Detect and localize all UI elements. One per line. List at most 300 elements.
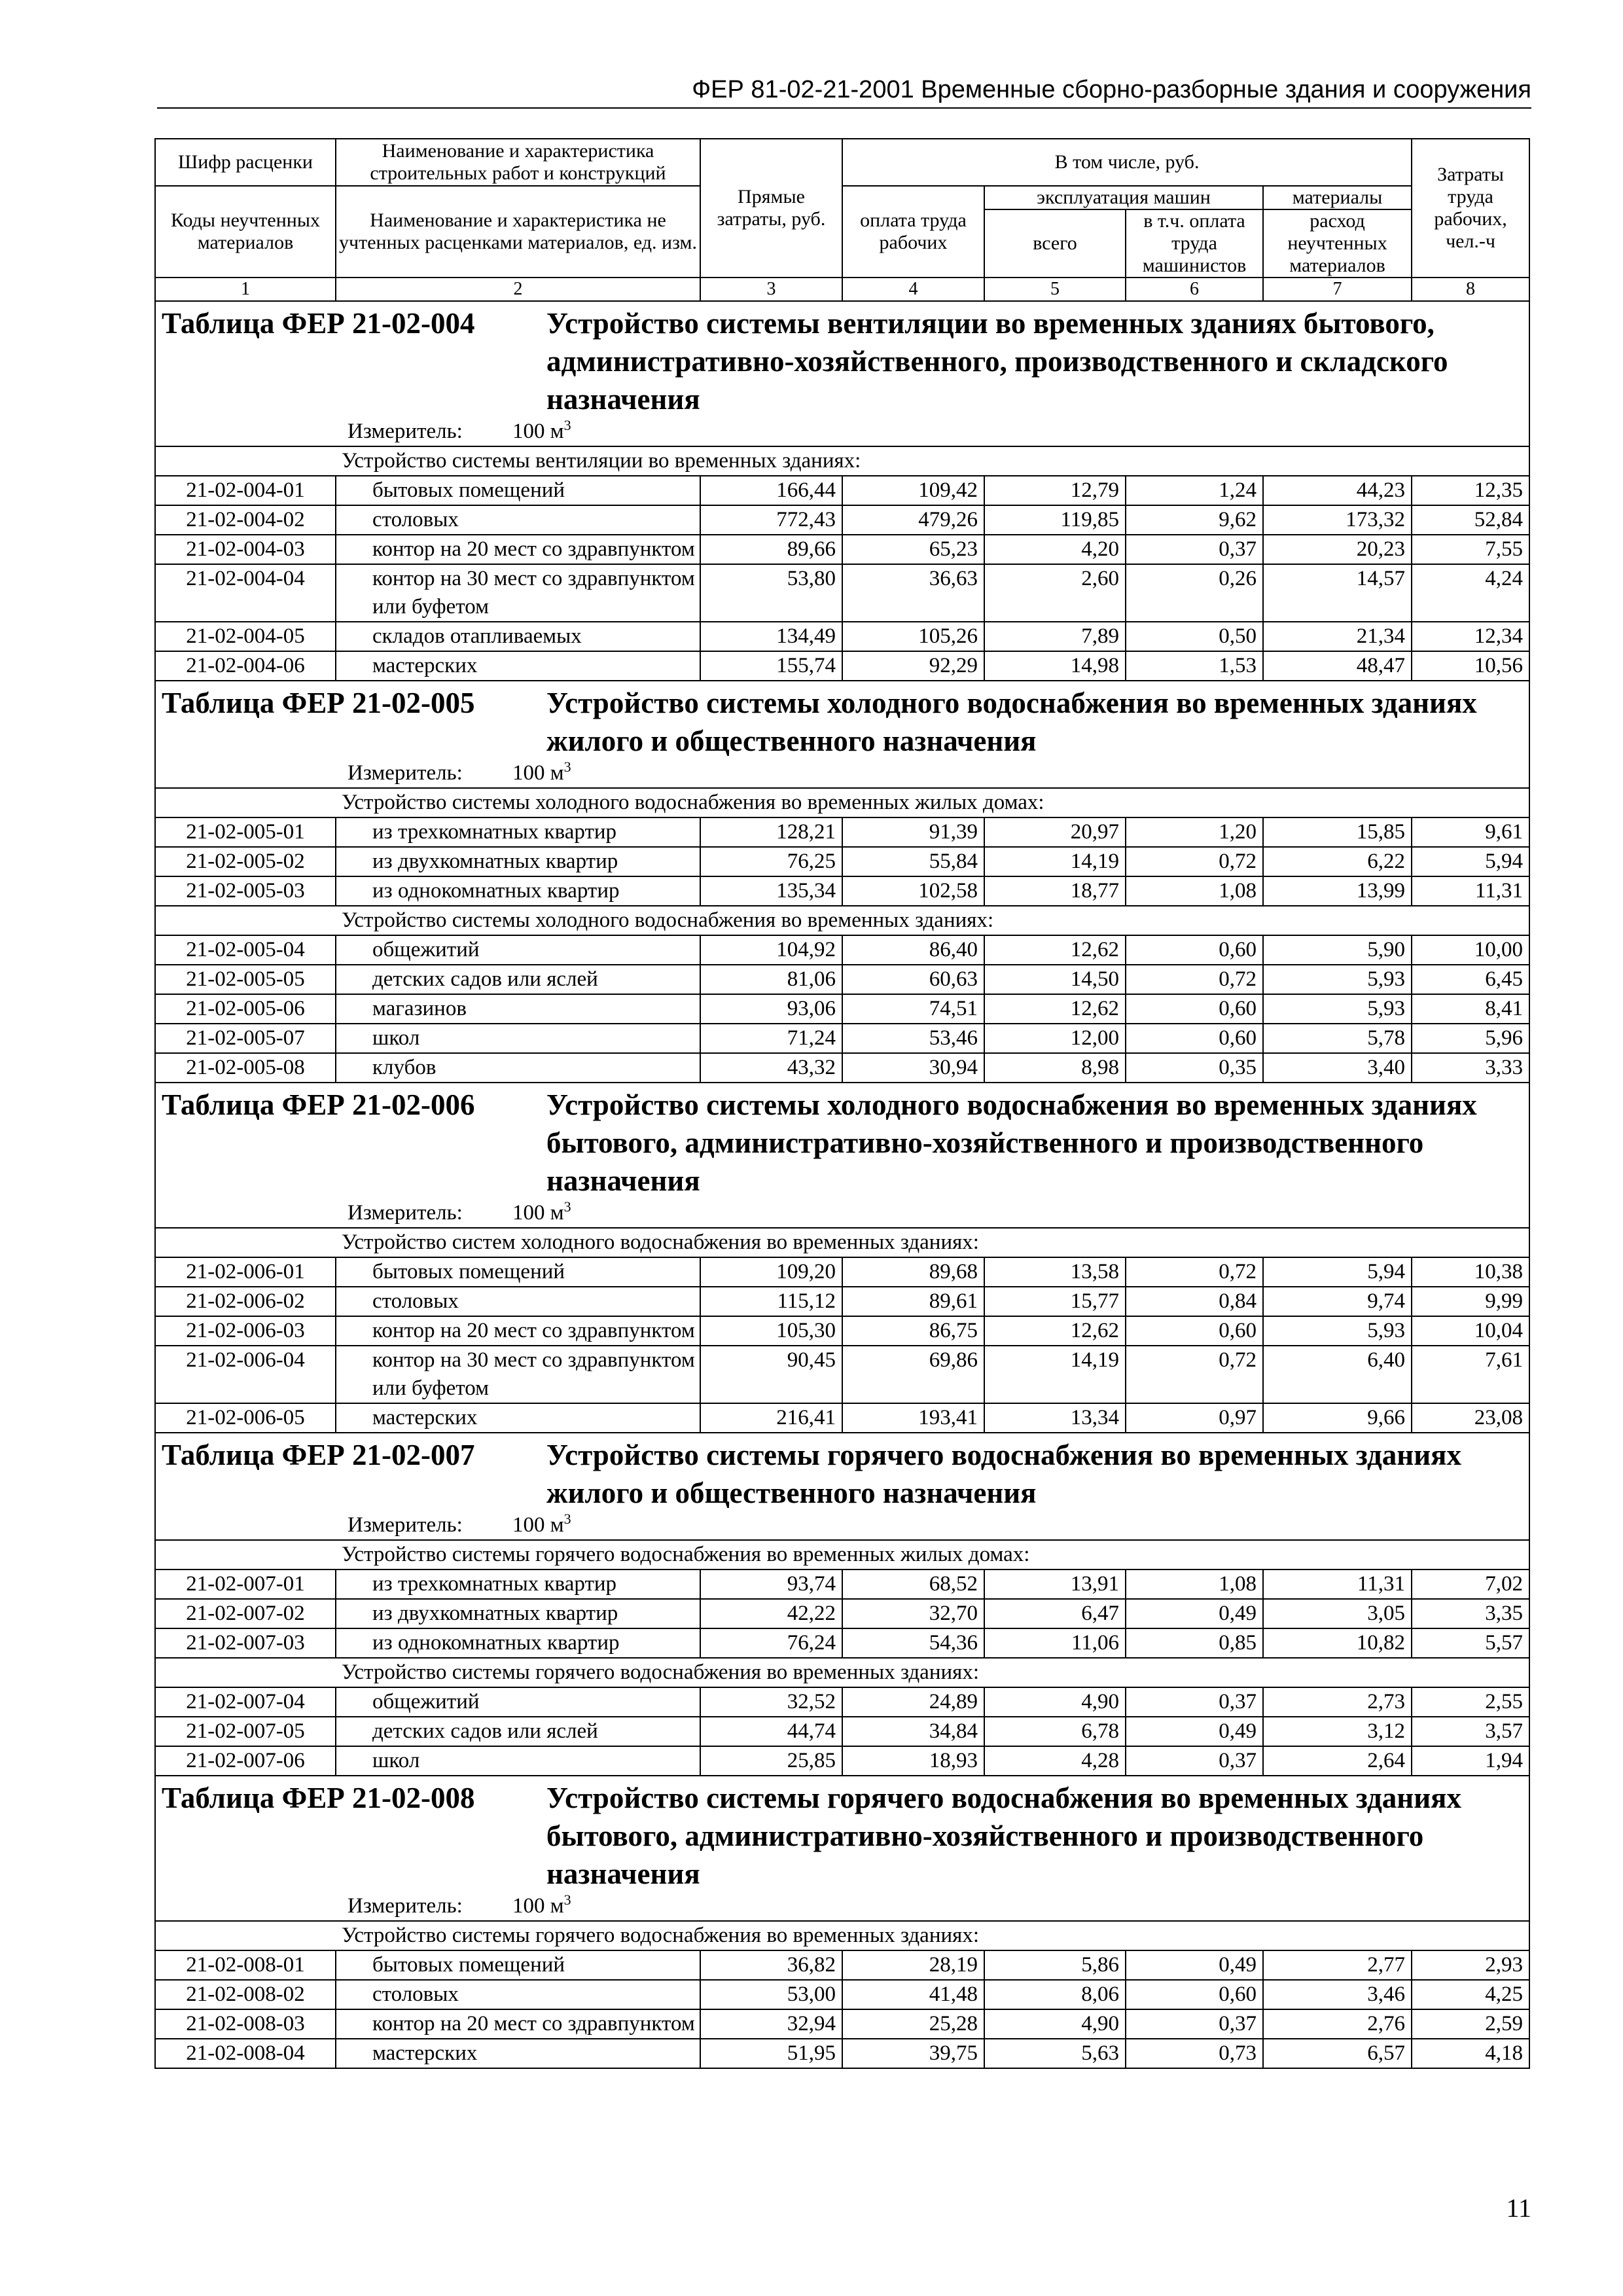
value-machinists: 0,49 — [1126, 1717, 1263, 1746]
value-direct: 32,94 — [700, 2009, 842, 2039]
value-materials: 14,57 — [1263, 564, 1412, 622]
column-number: 7 — [1263, 278, 1412, 301]
value-machines: 13,91 — [984, 1570, 1126, 1599]
value-direct: 36,82 — [700, 1950, 842, 1980]
value-wages: 65,23 — [842, 535, 984, 564]
work-name: бытовых помещений — [336, 476, 700, 505]
rate-code: 21-02-005-07 — [155, 1024, 336, 1053]
table-row — [155, 1403, 1529, 1433]
value-labor: 10,04 — [1412, 1316, 1529, 1346]
rate-code: 21-02-005-02 — [155, 847, 336, 876]
column-number: 4 — [842, 278, 984, 301]
value-machinists: 0,60 — [1126, 1980, 1263, 2009]
header-cell-direct-costs: Прямые затраты, руб. — [700, 139, 842, 278]
value-machinists: 0,72 — [1126, 847, 1263, 876]
value-materials: 5,93 — [1263, 1316, 1412, 1346]
group-subtitle: Устройство систем холодного водоснабжения во временных зданиях: — [155, 1228, 1529, 1257]
header-cell-name-top: Наименование и характеристика строительных работ и конструкций — [336, 139, 700, 186]
rate-code: 21-02-007-03 — [155, 1628, 336, 1658]
value-machinists: 0,37 — [1126, 1746, 1263, 1776]
value-materials: 2,76 — [1263, 2009, 1412, 2039]
value-materials: 6,22 — [1263, 847, 1412, 876]
value-machinists: 0,72 — [1126, 965, 1263, 994]
work-name: из двухкомнатных квартир — [336, 1599, 700, 1628]
value-machines: 5,63 — [984, 2039, 1126, 2068]
value-wages: 69,86 — [842, 1346, 984, 1403]
rate-code: 21-02-005-08 — [155, 1053, 336, 1083]
value-materials: 9,74 — [1263, 1287, 1412, 1316]
value-machines: 12,62 — [984, 1316, 1126, 1346]
page-number: 11 — [1506, 2193, 1531, 2223]
rate-code: 21-02-004-05 — [155, 622, 336, 651]
value-machinists: 0,72 — [1126, 1257, 1263, 1287]
value-machinists: 0,37 — [1126, 535, 1263, 564]
value-labor: 3,35 — [1412, 1599, 1529, 1628]
value-wages: 89,68 — [842, 1257, 984, 1287]
value-direct: 43,32 — [700, 1053, 842, 1083]
value-machinists: 0,60 — [1126, 1316, 1263, 1346]
value-labor: 10,00 — [1412, 935, 1529, 965]
rate-code: 21-02-006-01 — [155, 1257, 336, 1287]
value-machines: 11,06 — [984, 1628, 1126, 1658]
value-direct: 90,45 — [700, 1346, 842, 1403]
group-subtitle-row — [155, 1658, 1529, 1687]
group-subtitle: Устройство системы вентиляции во временных зданиях: — [155, 446, 1529, 476]
value-direct: 93,74 — [700, 1570, 842, 1599]
value-wages: 68,52 — [842, 1570, 984, 1599]
value-machinists: 0,85 — [1126, 1628, 1263, 1658]
value-machines: 7,89 — [984, 622, 1126, 651]
measure-row — [155, 1512, 1529, 1540]
work-name: контор на 20 мест со здравпунктом — [336, 1316, 700, 1346]
value-direct: 89,66 — [700, 535, 842, 564]
measure-label: Измеритель: — [348, 1894, 463, 1918]
work-name: из трехкомнатных квартир — [336, 817, 700, 847]
value-materials: 3,40 — [1263, 1053, 1412, 1083]
value-labor: 1,94 — [1412, 1746, 1529, 1776]
rate-code: 21-02-008-04 — [155, 2039, 336, 2068]
measure-exponent: 3 — [563, 418, 571, 433]
value-labor: 12,34 — [1412, 622, 1529, 651]
work-name: клубов — [336, 1053, 700, 1083]
header-rule — [157, 107, 1531, 109]
table-row — [155, 1287, 1529, 1316]
work-name: мастерских — [336, 651, 700, 681]
work-name: столовых — [336, 505, 700, 535]
value-machines: 8,98 — [984, 1053, 1126, 1083]
value-direct: 53,00 — [700, 1980, 842, 2009]
table-row — [155, 1053, 1529, 1083]
rate-code: 21-02-006-03 — [155, 1316, 336, 1346]
value-wages: 34,84 — [842, 1717, 984, 1746]
value-machinists: 0,26 — [1126, 564, 1263, 622]
section-title: Устройство системы холодного водоснабжения во временных зданиях жилого и общественного назначения — [546, 687, 1477, 757]
group-subtitle: Устройство системы горячего водоснабжения во временных зданиях: — [155, 1658, 1529, 1687]
value-materials: 10,82 — [1263, 1628, 1412, 1658]
section-title: Устройство системы горячего водоснабжения во временных зданиях бытового, административно-хозяйственного и производственного назначения — [546, 1782, 1462, 1890]
value-direct: 128,21 — [700, 817, 842, 847]
value-direct: 135,34 — [700, 876, 842, 906]
work-name: контор на 30 мест со здравпунктом или буфетом — [336, 564, 700, 622]
value-machines: 6,78 — [984, 1717, 1126, 1746]
column-number: 8 — [1412, 278, 1529, 301]
value-materials: 6,40 — [1263, 1346, 1412, 1403]
table-row — [155, 876, 1529, 906]
rates-table — [154, 138, 1530, 2069]
rate-code: 21-02-004-03 — [155, 535, 336, 564]
value-materials: 5,93 — [1263, 965, 1412, 994]
table-row — [155, 1717, 1529, 1746]
header-cell-unaccounted-materials: расход неучтенных материалов — [1263, 209, 1412, 278]
value-materials: 48,47 — [1263, 651, 1412, 681]
rate-code: 21-02-005-05 — [155, 965, 336, 994]
value-machines: 13,58 — [984, 1257, 1126, 1287]
measure-exponent: 3 — [563, 1200, 571, 1215]
work-name: контор на 30 мест со здравпунктом или буфетом — [336, 1346, 700, 1403]
value-labor: 3,33 — [1412, 1053, 1529, 1083]
value-machinists: 9,62 — [1126, 505, 1263, 535]
section-label: Таблица ФЕР 21-02-005 — [162, 687, 475, 719]
table-row — [155, 622, 1529, 651]
value-machines: 119,85 — [984, 505, 1126, 535]
measure-exponent: 3 — [563, 760, 571, 775]
value-wages: 91,39 — [842, 817, 984, 847]
work-name: мастерских — [336, 2039, 700, 2068]
rate-code: 21-02-008-02 — [155, 1980, 336, 2009]
value-machinists: 0,50 — [1126, 622, 1263, 651]
value-wages: 60,63 — [842, 965, 984, 994]
rate-code: 21-02-007-04 — [155, 1687, 336, 1717]
value-labor: 7,02 — [1412, 1570, 1529, 1599]
table-row — [155, 935, 1529, 965]
value-machines: 13,34 — [984, 1403, 1126, 1433]
work-name: контор на 20 мест со здравпунктом — [336, 2009, 700, 2039]
table-row — [155, 476, 1529, 505]
header-cell-machines-total: всего — [984, 209, 1126, 278]
header-cell-machines: эксплуатация машин — [984, 186, 1263, 209]
work-name: из однокомнатных квартир — [336, 1628, 700, 1658]
measure-label: Измеритель: — [348, 761, 463, 785]
table-row — [155, 1599, 1529, 1628]
value-wages: 54,36 — [842, 1628, 984, 1658]
value-labor: 3,57 — [1412, 1717, 1529, 1746]
section-label: Таблица ФЕР 21-02-004 — [162, 307, 475, 340]
value-machines: 20,97 — [984, 817, 1126, 847]
work-name: детских садов или яслей — [336, 1717, 700, 1746]
work-name: школ — [336, 1024, 700, 1053]
group-subtitle-row — [155, 906, 1529, 935]
value-labor: 5,94 — [1412, 847, 1529, 876]
value-wages: 41,48 — [842, 1980, 984, 2009]
value-labor: 10,38 — [1412, 1257, 1529, 1287]
value-labor: 2,93 — [1412, 1950, 1529, 1980]
column-number: 1 — [155, 278, 336, 301]
value-direct: 105,30 — [700, 1316, 842, 1346]
value-direct: 109,20 — [700, 1257, 842, 1287]
value-labor: 4,25 — [1412, 1980, 1529, 2009]
rate-code: 21-02-008-01 — [155, 1950, 336, 1980]
value-machines: 14,19 — [984, 847, 1126, 876]
measure-value: 100 м — [512, 1201, 564, 1225]
rate-code: 21-02-004-01 — [155, 476, 336, 505]
value-wages: 25,28 — [842, 2009, 984, 2039]
value-machinists: 1,24 — [1126, 476, 1263, 505]
value-direct: 104,92 — [700, 935, 842, 965]
value-labor: 5,57 — [1412, 1628, 1529, 1658]
group-subtitle-row — [155, 788, 1529, 817]
value-machines: 15,77 — [984, 1287, 1126, 1316]
value-wages: 28,19 — [842, 1950, 984, 1980]
table-row — [155, 535, 1529, 564]
value-machinists: 0,60 — [1126, 935, 1263, 965]
work-name: столовых — [336, 1287, 700, 1316]
table-row — [155, 1950, 1529, 1980]
value-direct: 93,06 — [700, 994, 842, 1024]
value-materials: 173,32 — [1263, 505, 1412, 535]
value-materials: 5,93 — [1263, 994, 1412, 1024]
value-wages: 86,40 — [842, 935, 984, 965]
section-title: Устройство системы холодного водоснабжения во временных зданиях бытового, административно-хозяйственного и производственного назначения — [546, 1088, 1477, 1197]
value-materials: 2,64 — [1263, 1746, 1412, 1776]
measure-row — [155, 1200, 1529, 1228]
value-machines: 14,19 — [984, 1346, 1126, 1403]
group-subtitle-row — [155, 446, 1529, 476]
value-direct: 155,74 — [700, 651, 842, 681]
section-title: Устройство системы горячего водоснабжения во временных зданиях жилого и общественного назначения — [546, 1439, 1462, 1509]
measure-value: 100 м — [512, 420, 564, 443]
work-name: бытовых помещений — [336, 1950, 700, 1980]
work-name: из двухкомнатных квартир — [336, 847, 700, 876]
measure-value: 100 м — [512, 1513, 564, 1537]
value-wages: 193,41 — [842, 1403, 984, 1433]
work-name: школ — [336, 1746, 700, 1776]
group-subtitle: Устройство системы горячего водоснабжения во временных зданиях: — [155, 1921, 1529, 1950]
table-row — [155, 2039, 1529, 2068]
value-machinists: 1,20 — [1126, 817, 1263, 847]
value-labor: 4,24 — [1412, 564, 1529, 622]
table-row — [155, 817, 1529, 847]
value-wages: 18,93 — [842, 1746, 984, 1776]
value-machinists: 0,60 — [1126, 994, 1263, 1024]
header-cell-including: В том числе, руб. — [842, 139, 1412, 186]
value-direct: 71,24 — [700, 1024, 842, 1053]
value-materials: 6,57 — [1263, 2039, 1412, 2068]
value-machinists: 0,37 — [1126, 2009, 1263, 2039]
value-materials: 5,90 — [1263, 935, 1412, 965]
work-name: общежитий — [336, 935, 700, 965]
value-machines: 6,47 — [984, 1599, 1126, 1628]
work-name: детских садов или яслей — [336, 965, 700, 994]
value-machines: 14,98 — [984, 651, 1126, 681]
rate-code: 21-02-007-06 — [155, 1746, 336, 1776]
value-materials: 3,12 — [1263, 1717, 1412, 1746]
table-row — [155, 965, 1529, 994]
rate-code: 21-02-007-01 — [155, 1570, 336, 1599]
value-direct: 772,43 — [700, 505, 842, 535]
value-direct: 53,80 — [700, 564, 842, 622]
measure-exponent: 3 — [563, 1512, 571, 1527]
value-labor: 52,84 — [1412, 505, 1529, 535]
measure-exponent: 3 — [563, 1893, 571, 1908]
rate-code: 21-02-005-03 — [155, 876, 336, 906]
table-row — [155, 564, 1529, 622]
value-machines: 4,20 — [984, 535, 1126, 564]
rate-code: 21-02-004-02 — [155, 505, 336, 535]
column-number: 5 — [984, 278, 1126, 301]
value-labor: 8,41 — [1412, 994, 1529, 1024]
value-wages: 479,26 — [842, 505, 984, 535]
work-name: складов отапливаемых — [336, 622, 700, 651]
table-row — [155, 2009, 1529, 2039]
value-labor: 9,61 — [1412, 817, 1529, 847]
section-heading-row — [155, 301, 1529, 418]
value-machines: 5,86 — [984, 1950, 1126, 1980]
work-name: магазинов — [336, 994, 700, 1024]
group-subtitle: Устройство системы горячего водоснабжения во временных жилых домах: — [155, 1540, 1529, 1570]
work-name: из трехкомнатных квартир — [336, 1570, 700, 1599]
value-machines: 2,60 — [984, 564, 1126, 622]
work-name: общежитий — [336, 1687, 700, 1717]
column-number: 3 — [700, 278, 842, 301]
group-subtitle: Устройство системы холодного водоснабжения во временных жилых домах: — [155, 788, 1529, 817]
measure-row — [155, 418, 1529, 446]
value-materials: 20,23 — [1263, 535, 1412, 564]
value-direct: 51,95 — [700, 2039, 842, 2068]
value-wages: 89,61 — [842, 1287, 984, 1316]
value-machinists: 0,49 — [1126, 1950, 1263, 1980]
section-label: Таблица ФЕР 21-02-008 — [162, 1782, 475, 1814]
value-direct: 81,06 — [700, 965, 842, 994]
work-name: контор на 20 мест со здравпунктом — [336, 535, 700, 564]
value-machinists: 0,37 — [1126, 1687, 1263, 1717]
value-machines: 14,50 — [984, 965, 1126, 994]
measure-value: 100 м — [512, 761, 564, 785]
measure-row — [155, 760, 1529, 788]
rate-code: 21-02-005-01 — [155, 817, 336, 847]
table-row — [155, 651, 1529, 681]
table-row — [155, 1024, 1529, 1053]
column-number: 6 — [1126, 278, 1263, 301]
value-labor: 2,55 — [1412, 1687, 1529, 1717]
value-materials: 13,99 — [1263, 876, 1412, 906]
measure-label: Измеритель: — [348, 1201, 463, 1225]
rate-code: 21-02-006-02 — [155, 1287, 336, 1316]
value-machines: 12,00 — [984, 1024, 1126, 1053]
value-wages: 102,58 — [842, 876, 984, 906]
table-row — [155, 1257, 1529, 1287]
measure-value: 100 м — [512, 1894, 564, 1918]
value-machines: 12,79 — [984, 476, 1126, 505]
value-direct: 25,85 — [700, 1746, 842, 1776]
measure-label: Измеритель: — [348, 1513, 463, 1537]
page-header — [157, 73, 1531, 109]
value-materials: 44,23 — [1263, 476, 1412, 505]
value-machinists: 1,53 — [1126, 651, 1263, 681]
work-name: столовых — [336, 1980, 700, 2009]
value-wages: 109,42 — [842, 476, 984, 505]
value-wages: 24,89 — [842, 1687, 984, 1717]
value-machines: 4,90 — [984, 2009, 1126, 2039]
section-label: Таблица ФЕР 21-02-006 — [162, 1088, 475, 1121]
value-direct: 32,52 — [700, 1687, 842, 1717]
value-labor: 2,59 — [1412, 2009, 1529, 2039]
value-machinists: 0,60 — [1126, 1024, 1263, 1053]
rate-code: 21-02-007-02 — [155, 1599, 336, 1628]
header-cell-shifr: Шифр расценки — [155, 139, 336, 186]
value-machines: 12,62 — [984, 935, 1126, 965]
value-machinists: 1,08 — [1126, 1570, 1263, 1599]
header-cell-labor: Затраты труда рабочих, чел.-ч — [1412, 139, 1529, 278]
value-machinists: 0,72 — [1126, 1346, 1263, 1403]
value-wages: 92,29 — [842, 651, 984, 681]
value-direct: 76,24 — [700, 1628, 842, 1658]
rate-code: 21-02-006-05 — [155, 1403, 336, 1433]
table-row — [155, 994, 1529, 1024]
value-wages: 36,63 — [842, 564, 984, 622]
value-labor: 4,18 — [1412, 2039, 1529, 2068]
value-labor: 7,61 — [1412, 1346, 1529, 1403]
value-wages: 39,75 — [842, 2039, 984, 2068]
section-title: Устройство системы вентиляции во временных зданиях бытового, административно-хозяйственного, производственного и складского назначения — [546, 307, 1448, 416]
value-materials: 5,94 — [1263, 1257, 1412, 1287]
value-labor: 10,56 — [1412, 651, 1529, 681]
header-cell-machinists: в т.ч. оплата труда машинистов — [1126, 209, 1263, 278]
value-materials: 2,73 — [1263, 1687, 1412, 1717]
table-row — [155, 1628, 1529, 1658]
value-direct: 134,49 — [700, 622, 842, 651]
table-row — [155, 505, 1529, 535]
value-materials: 21,34 — [1263, 622, 1412, 651]
group-subtitle-row — [155, 1540, 1529, 1570]
value-materials: 2,77 — [1263, 1950, 1412, 1980]
value-direct: 115,12 — [700, 1287, 842, 1316]
table-row — [155, 847, 1529, 876]
column-number: 2 — [336, 278, 700, 301]
header-cell-wages: оплата труда рабочих — [842, 186, 984, 278]
value-machinists: 1,08 — [1126, 876, 1263, 906]
table-row — [155, 1346, 1529, 1403]
work-name: мастерских — [336, 1403, 700, 1433]
header-cell-codes: Коды неучтенных материалов — [155, 186, 336, 278]
value-labor: 6,45 — [1412, 965, 1529, 994]
work-name: бытовых помещений — [336, 1257, 700, 1287]
value-labor: 12,35 — [1412, 476, 1529, 505]
value-direct: 42,22 — [700, 1599, 842, 1628]
rate-code: 21-02-005-04 — [155, 935, 336, 965]
value-materials: 11,31 — [1263, 1570, 1412, 1599]
value-wages: 105,26 — [842, 622, 984, 651]
column-numbers-row — [155, 278, 1529, 301]
value-labor: 7,55 — [1412, 535, 1529, 564]
section-heading-row — [155, 1776, 1529, 1893]
value-wages: 32,70 — [842, 1599, 984, 1628]
value-labor: 9,99 — [1412, 1287, 1529, 1316]
value-machines: 4,90 — [984, 1687, 1126, 1717]
rate-code: 21-02-006-04 — [155, 1346, 336, 1403]
value-machinists: 0,97 — [1126, 1403, 1263, 1433]
section-heading-row — [155, 1083, 1529, 1200]
value-machinists: 0,35 — [1126, 1053, 1263, 1083]
value-machines: 4,28 — [984, 1746, 1126, 1776]
table-row — [155, 1980, 1529, 2009]
value-direct: 44,74 — [700, 1717, 842, 1746]
value-materials: 3,46 — [1263, 1980, 1412, 2009]
rate-code: 21-02-005-06 — [155, 994, 336, 1024]
value-materials: 9,66 — [1263, 1403, 1412, 1433]
table-row — [155, 1570, 1529, 1599]
value-direct: 76,25 — [700, 847, 842, 876]
value-direct: 166,44 — [700, 476, 842, 505]
